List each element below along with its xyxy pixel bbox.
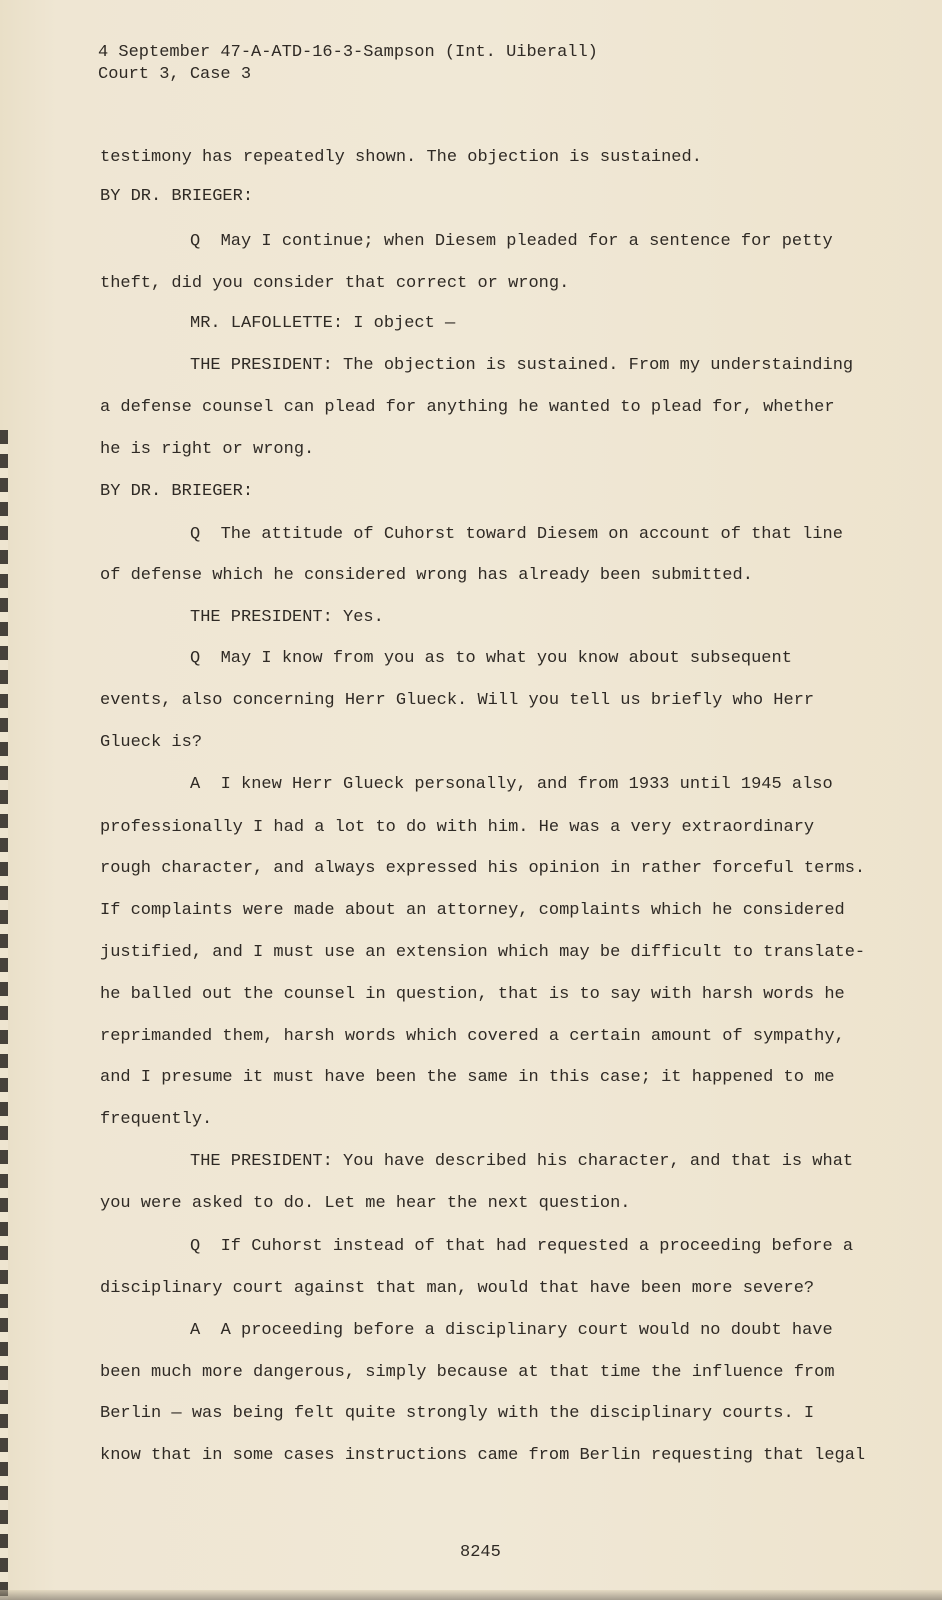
text-line: reprimanded them, harsh words which covered a certain amount of sympathy, <box>100 1027 845 1046</box>
text-line: theft, did you consider that correct or wrong. <box>100 274 570 293</box>
text-line: of defense which he considered wrong has already been submitted. <box>100 566 753 585</box>
text-line: you were asked to do. Let me hear the next question. <box>100 1194 631 1213</box>
document-header <box>98 42 598 86</box>
page-number: 8245 <box>460 1543 501 1562</box>
header-line-2: Court 3, Case 3 <box>98 65 252 84</box>
answer-line: A A proceeding before a disciplinary court would no doubt have <box>190 1321 833 1340</box>
speaker-line: THE PRESIDENT: Yes. <box>190 608 384 627</box>
text-line: professionally I had a lot to do with him. He was a very extraordinary <box>100 818 815 837</box>
text-line: been much more dangerous, simply because at that time the influence from <box>100 1363 835 1382</box>
text-line: he is right or wrong. <box>100 440 315 459</box>
text-line: testimony has repeatedly shown. The objection is sustained. <box>100 148 702 167</box>
text-line: Glueck is? <box>100 733 203 752</box>
text-line: a defense counsel can plead for anything he wanted to plead for, whether <box>100 398 835 417</box>
question-line: Q May I know from you as to what you know about subsequent <box>190 649 792 668</box>
speaker-line: THE PRESIDENT: The objection is sustained. From my understainding <box>190 356 854 375</box>
text-line: and I presume it must have been the same in this case; it happened to me <box>100 1068 835 1087</box>
answer-line: A I knew Herr Glueck personally, and from 1933 until 1945 also <box>190 775 833 794</box>
speaker-line: MR. LAFOLLETTE: I object — <box>190 314 456 333</box>
page-bottom-edge <box>0 1590 942 1600</box>
question-line: Q If Cuhorst instead of that had requested a proceeding before a <box>190 1237 854 1256</box>
text-line: justified, and I must use an extension which may be difficult to translate- <box>100 943 866 962</box>
text-line: If complaints were made about an attorney, complaints which he considered <box>100 901 845 920</box>
question-line: Q May I continue; when Diesem pleaded for a sentence for petty <box>190 232 833 251</box>
text-line: frequently. <box>100 1110 213 1129</box>
text-line: Berlin — was being felt quite strongly with the disciplinary courts. I <box>100 1404 815 1423</box>
speaker-line: BY DR. BRIEGER: <box>100 187 254 206</box>
text-line: he balled out the counsel in question, that is to say with harsh words he <box>100 985 845 1004</box>
speaker-line: THE PRESIDENT: You have described his character, and that is what <box>190 1152 854 1171</box>
text-line: events, also concerning Herr Glueck. Will you tell us briefly who Herr <box>100 691 815 710</box>
speaker-line: BY DR. BRIEGER: <box>100 482 254 501</box>
text-line: disciplinary court against that man, would that have been more severe? <box>100 1279 815 1298</box>
question-line: Q The attitude of Cuhorst toward Diesem on account of that line <box>190 525 843 544</box>
text-line: know that in some cases instructions came from Berlin requesting that legal <box>100 1446 866 1465</box>
header-line-1: 4 September 47-A-ATD-16-3-Sampson (Int. Uiberall) <box>98 43 598 62</box>
text-line: rough character, and always expressed his opinion in rather forceful terms. <box>100 859 866 878</box>
binding-edge <box>0 430 8 1600</box>
